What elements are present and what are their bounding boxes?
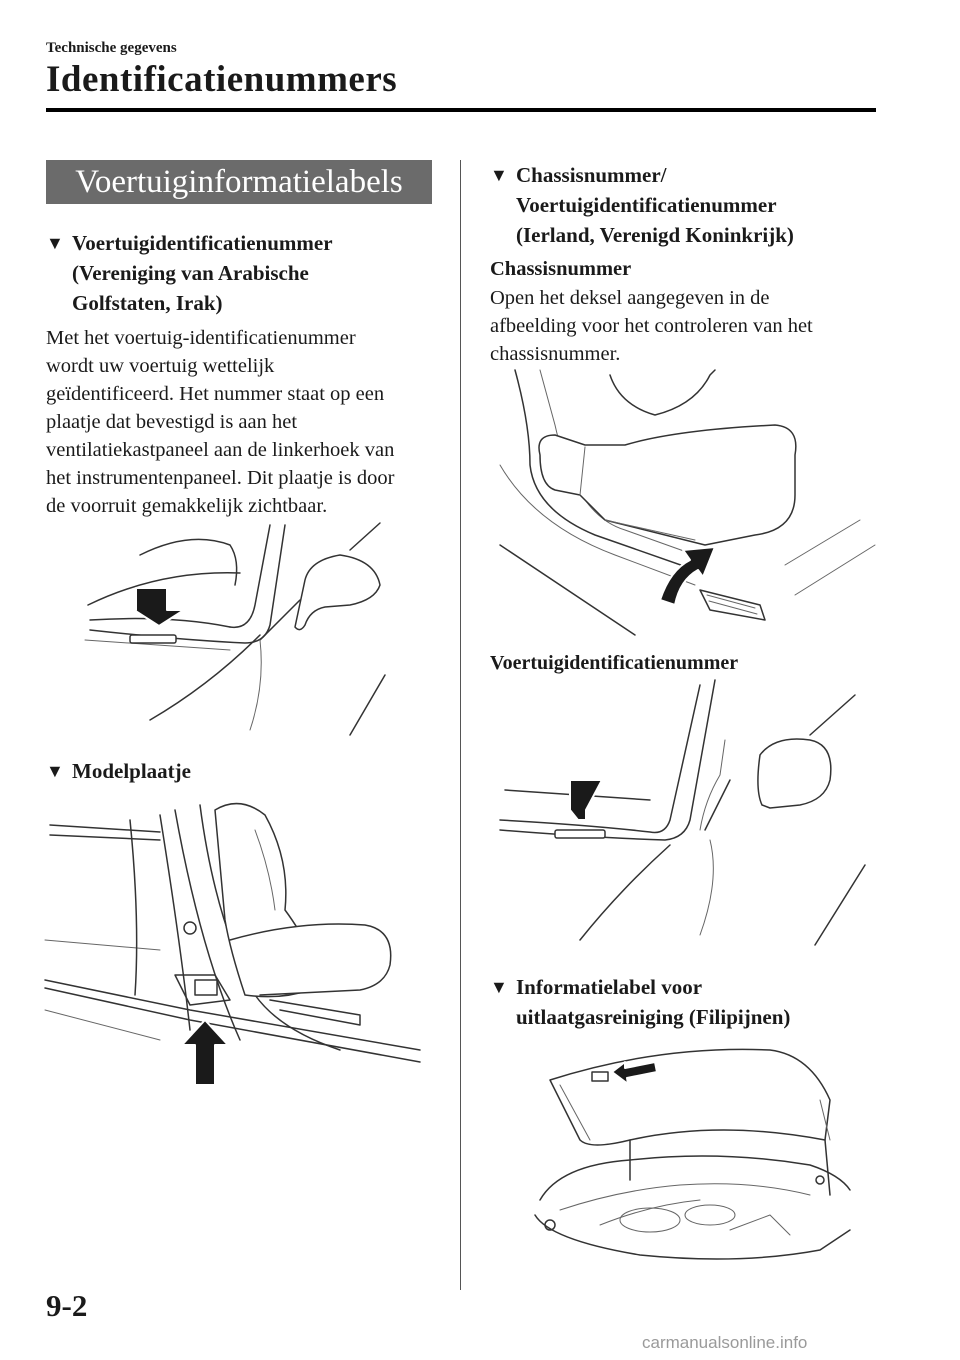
chapter-title: Identificatienummers xyxy=(46,59,398,100)
heading-vin-gcc: ▼ Voertuigidentificatienummer (Vereniging van Arabische Golfstaten, Irak) xyxy=(46,228,446,318)
page-number: 9-2 xyxy=(46,1288,88,1323)
triangle-bullet-icon: ▼ xyxy=(490,977,508,997)
title-divider xyxy=(46,108,876,112)
windshield-vin-illustration xyxy=(500,680,870,950)
section-label: Technische gegevens xyxy=(46,40,177,56)
chassis-description: Open het deksel aangegeven in de afbeelding voor het controleren van het chassisnummer. xyxy=(490,287,813,365)
heading-emission: ▼ Informatielabel voor uitlaatgasreiniging (Filipijnen) xyxy=(490,972,910,1032)
emission-label-illustration xyxy=(520,1040,860,1270)
vin-gcc-description: Met het voertuig-identificatienummer wordt uw voertuig wettelijk geïdentificeerd. Het nummer staat op een plaatje dat bevestigd is aan het ventilatiekastpaneel aan de linkerhoek van het instrumentenpaneel. Dit plaatje is door de voorruit gemakkelijk zichtbaar. xyxy=(46,327,395,517)
dashboard-vin-illustration xyxy=(80,515,410,745)
watermark: carmanualsonline.info xyxy=(642,1333,808,1352)
triangle-bullet-icon: ▼ xyxy=(490,165,508,185)
column-divider xyxy=(460,160,461,1290)
heading-model-plate: ▼ Modelplaatje xyxy=(46,756,446,786)
section-banner: Voertuiginformatielabels xyxy=(46,160,432,204)
triangle-bullet-icon: ▼ xyxy=(46,233,64,253)
chassis-subhead: Chassisnummer xyxy=(490,258,632,280)
heading-chassis: ▼ Chassisnummer/ Voertuigidentificatienummer (Ierland, Verenigd Koninkrijk) xyxy=(490,160,910,250)
model-plate-illustration xyxy=(40,800,440,1100)
triangle-bullet-icon: ▼ xyxy=(46,761,64,781)
chassis-cover-illustration xyxy=(495,365,875,645)
vin-caption: Voertuigidentificatienummer xyxy=(490,652,739,674)
